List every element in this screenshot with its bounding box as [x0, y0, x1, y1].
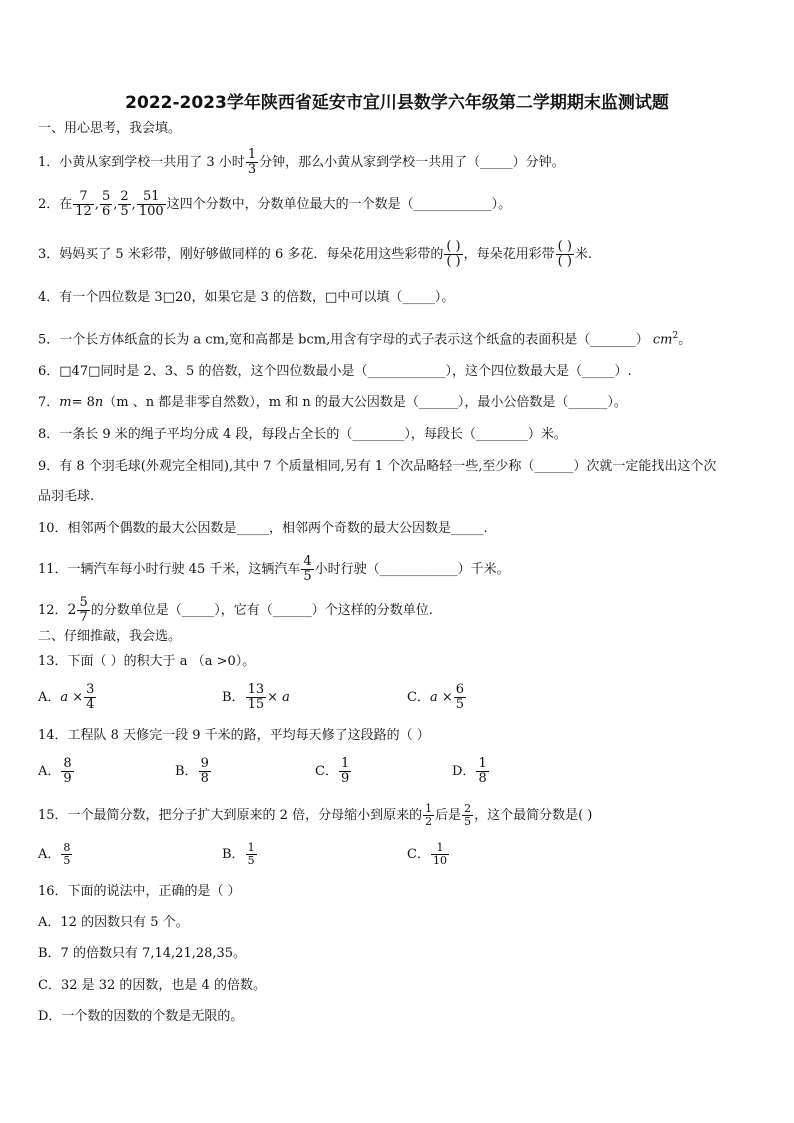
- q16-option-c: C．32 是 32 的因数，也是 4 的倍数。: [38, 978, 266, 993]
- denominator: 5: [303, 569, 312, 584]
- fraction: [100, 190, 112, 219]
- denominator: 3: [247, 162, 257, 177]
- denominator: 5: [63, 854, 71, 867]
- fraction: [476, 757, 488, 786]
- text-segment: 米.: [574, 247, 593, 262]
- text-segment: 小时行驶（____________）千米。: [314, 562, 510, 577]
- text-segment: 的分数单位是（_____），它有（______）个这样的分数单位.: [90, 603, 433, 618]
- text-segment: 5．一个长方体纸盒的长为 a cm,宽和高都是 bcm,用含有字母的式子表示这个纸盒的表面积是（_______）: [38, 332, 649, 348]
- text-segment: 3．妈妈买了 5 米彩带，刚好够做同样的 6 多花．每朵花用这些彩带的: [38, 247, 444, 262]
- text-segment: A．: [38, 764, 61, 779]
- text-segment: a ×: [429, 690, 453, 705]
- text-segment: C．: [407, 847, 430, 862]
- text-segment: 后是: [435, 808, 462, 823]
- numerator: 2: [464, 802, 472, 815]
- text-segment: D．: [452, 764, 476, 779]
- fraction: [246, 148, 258, 177]
- text-segment: 1．小黄从家到学校一共用了 3 小时: [38, 155, 245, 170]
- text-segment: n: [94, 395, 104, 410]
- question-7: [38, 394, 627, 412]
- fraction: [462, 803, 473, 828]
- denominator: 100: [138, 204, 164, 219]
- section-1-heading: 一、用心思考，我会填。: [38, 121, 182, 136]
- text-segment: 11．一辆汽车每小时行驶 45 千米，这辆汽车: [38, 562, 301, 577]
- numerator: 8: [63, 841, 71, 854]
- text-segment: 分钟，那么小黄从家到学校一共用了（_____）分钟。: [259, 155, 565, 170]
- text-segment: B．: [222, 847, 245, 862]
- q15-option-c: [407, 842, 450, 867]
- denominator: 9: [63, 771, 72, 786]
- numerator: 1: [247, 147, 257, 162]
- fraction: [431, 842, 449, 867]
- fraction: [61, 842, 72, 867]
- question-13: 13．下面（ ）的积大于 a （a >0）。: [38, 654, 256, 669]
- numerator: ( ): [446, 239, 461, 254]
- denominator: 6: [101, 204, 111, 219]
- q13-option-b: [222, 683, 290, 712]
- q14-option-b: [175, 757, 212, 786]
- numerator: 51: [137, 190, 166, 205]
- fraction: [137, 190, 166, 219]
- denominator: 8: [478, 771, 487, 786]
- question-6: 6．□47□同时是 2、3、5 的倍数，这个四位数最小是（____________），这个四位数最大是（_____）.: [38, 364, 632, 379]
- question-5: [38, 327, 691, 349]
- numerator: 7: [73, 190, 94, 205]
- question-15: [38, 803, 592, 828]
- q14-option-c: [315, 757, 352, 786]
- numerator: 6: [455, 682, 465, 697]
- text-segment: 12．: [38, 603, 68, 618]
- text-segment: 15．一个最简分数，把分子扩大到原来的 2 倍，分母缩小到原来的: [38, 808, 423, 823]
- q15-option-a: [38, 842, 73, 867]
- numerator: 9: [200, 756, 209, 771]
- text-segment: ，每朵花用彩带: [463, 247, 555, 262]
- text-segment: ，这个最简分数是( ): [474, 808, 593, 823]
- question-4: 4．有一个四位数是 3□20，如果它是 3 的倍数，□中可以填（_____）。: [38, 290, 455, 305]
- q15-option-b: [222, 842, 258, 867]
- text-segment: A．: [38, 690, 61, 705]
- section-2-heading: 二、仔细推敲，我会选。: [38, 629, 182, 644]
- question-10: 10．相邻两个偶数的最大公因数是_____，相邻两个奇数的最大公因数是_____.: [38, 521, 488, 536]
- text-segment: 2: [67, 602, 77, 618]
- numerator: 1: [425, 802, 433, 815]
- fraction: [246, 842, 257, 867]
- question-11: [38, 555, 510, 584]
- text-segment: × a: [267, 690, 290, 705]
- q16-option-a: A．12 的因数只有 5 个。: [38, 915, 189, 930]
- text-segment: 7．: [38, 395, 60, 410]
- fraction: [118, 190, 130, 219]
- question-3: [38, 240, 592, 269]
- q14-option-d: [452, 757, 490, 786]
- question-14: 14．工程队 8 天修完一段 9 千米的路，平均每天修了这段路的（ ）: [38, 728, 430, 743]
- numerator: 13: [247, 682, 265, 697]
- denominator: 9: [340, 771, 350, 786]
- text-segment: 。: [678, 332, 692, 348]
- denominator: ( ): [446, 254, 461, 269]
- numerator: 5: [79, 595, 88, 610]
- q14-option-a: [38, 757, 75, 786]
- text-segment: （m 、n 都是非零自然数），m 和 n 的最大公因数是（______），最小公倍数是（______）。: [103, 395, 627, 410]
- fraction: [199, 757, 211, 786]
- question-9: 9．有 8 个羽毛球(外观完全相同),其中 7 个质量相同,另有 1 个次品略轻一些,至少称（______）次就一定能找出这个次: [38, 459, 717, 474]
- q13-option-c: [407, 683, 467, 712]
- text-segment: A．: [38, 847, 61, 862]
- denominator: 4: [86, 697, 95, 712]
- denominator: 5: [455, 697, 465, 712]
- fraction: [77, 596, 89, 625]
- numerator: 1: [431, 842, 449, 855]
- numerator: ( ): [557, 239, 572, 254]
- text-segment: B．: [222, 690, 245, 705]
- denominator: 5: [120, 204, 129, 219]
- denominator: 5: [464, 815, 472, 828]
- text-segment: 这四个分数中，分数单位最大的一个数是（____________）。: [166, 197, 512, 212]
- numerator: 3: [86, 682, 95, 697]
- text-segment: C．: [315, 764, 338, 779]
- numerator: 2: [120, 189, 129, 204]
- text-segment: = 8: [71, 395, 95, 410]
- fraction: [423, 803, 434, 828]
- text-segment: a ×: [60, 690, 84, 705]
- text-segment: m: [59, 395, 72, 410]
- blank-fraction: [556, 240, 574, 269]
- numerator: 1: [247, 841, 255, 854]
- numerator: 1: [340, 756, 350, 771]
- numerator: 5: [101, 189, 111, 204]
- numerator: 8: [63, 756, 72, 771]
- question-8: 8．一条长 9 米的绳子平均分成 4 段，每段占全长的（________），每段长（________）米。: [38, 427, 567, 442]
- numerator: 4: [303, 554, 312, 569]
- q16-option-b: B．7 的倍数只有 7,14,21,28,35。: [38, 946, 247, 961]
- question-16: 16．下面的说法中，正确的是（ ）: [38, 884, 241, 899]
- q16-option-d: D．一个数的因数的个数是无限的。: [38, 1009, 244, 1024]
- text-segment: 2: [672, 331, 679, 341]
- fraction: [339, 757, 351, 786]
- text-segment: B．: [175, 764, 198, 779]
- denominator: ( ): [557, 254, 572, 269]
- blank-fraction: [444, 240, 462, 269]
- text-segment: C．: [407, 690, 430, 705]
- q13-option-a: [38, 683, 97, 712]
- fraction: [84, 683, 96, 712]
- fraction: [73, 190, 94, 219]
- fraction: [454, 683, 466, 712]
- denominator: 7: [79, 610, 88, 625]
- question-1: [38, 148, 565, 177]
- text-segment: 2．在: [38, 197, 73, 212]
- fraction: [301, 555, 313, 584]
- denominator: 8: [200, 771, 209, 786]
- denominator: 2: [425, 815, 433, 828]
- question-9-continued: 品羽毛球.: [38, 489, 95, 504]
- numerator: 1: [478, 756, 487, 771]
- denominator: 10: [432, 854, 447, 867]
- page-title: 2022-2023学年陕西省延安市宜川县数学六年级第二学期期末监测试题: [125, 93, 669, 113]
- fraction: [61, 757, 73, 786]
- denominator: 15: [247, 697, 265, 712]
- text-segment: cm: [652, 332, 673, 348]
- denominator: 12: [75, 204, 92, 219]
- fraction: [246, 683, 267, 712]
- question-2: 2．在 $\frac{7}{12}$ , $\frac{5}{6}$ , $\frac{2}{5}$ , $\frac{51}{100}$ 这四个分数中，分数单位最大的一个数是（____________）。: [38, 189, 512, 219]
- denominator: 5: [247, 854, 255, 867]
- question-12: [38, 596, 433, 625]
